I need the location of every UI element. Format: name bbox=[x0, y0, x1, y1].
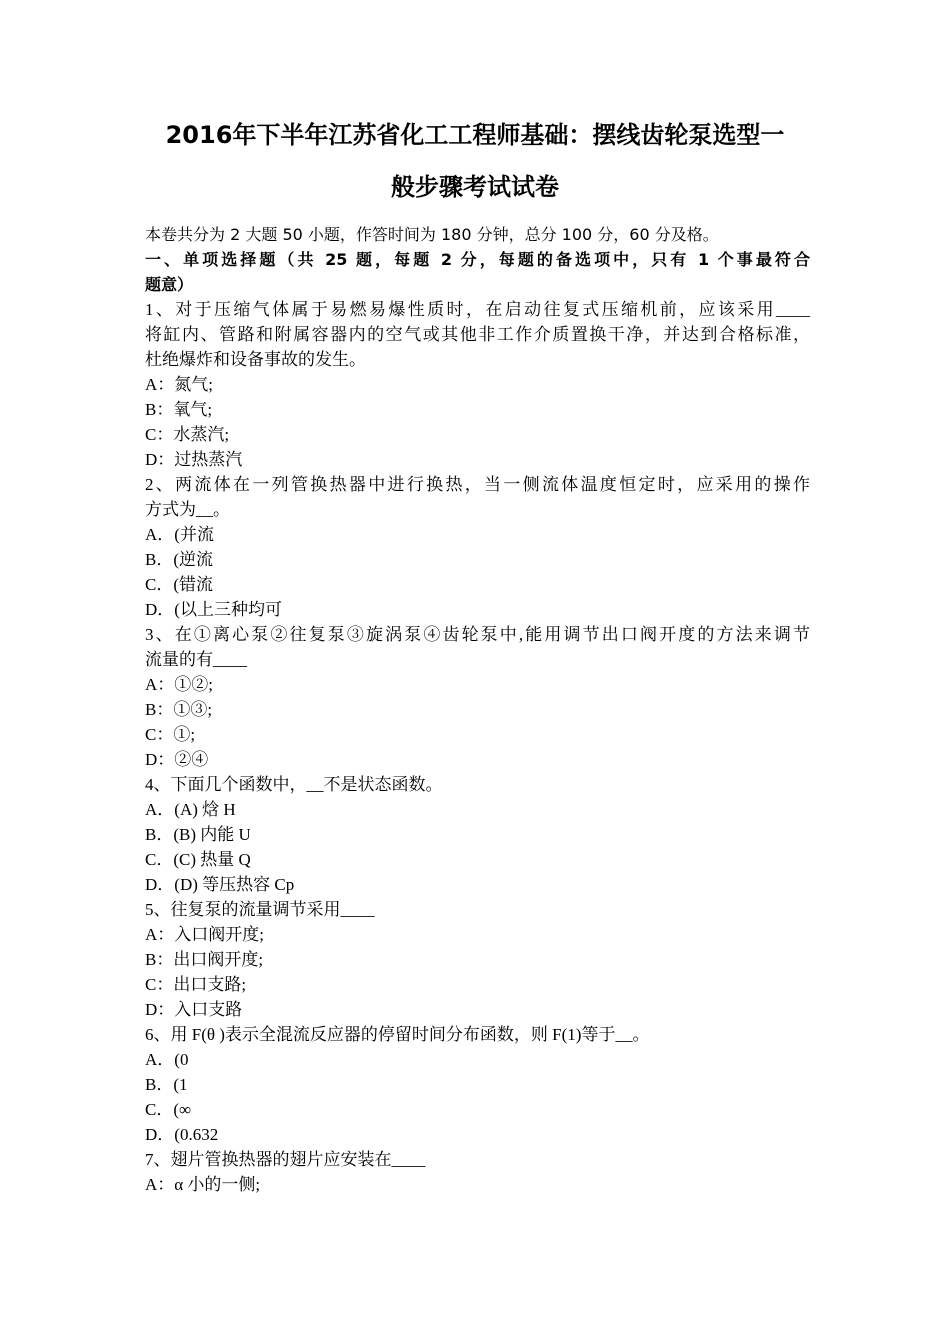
answer-option: D．(0.632 bbox=[145, 1125, 219, 1144]
question-text-line: 7、翅片管换热器的翅片应安装在____ bbox=[145, 1150, 426, 1169]
question-text-line: 杜绝爆炸和设备事故的发生。 bbox=[145, 350, 366, 369]
answer-option: D：②④ bbox=[145, 750, 209, 769]
question-7 bbox=[145, 1147, 810, 1197]
answer-option: B：氧气; bbox=[145, 400, 213, 419]
answer-option: B．(逆流 bbox=[145, 550, 213, 569]
question-text-line: 方式为__。 bbox=[145, 500, 230, 519]
answer-option: A．(0 bbox=[145, 1050, 189, 1069]
question-text-line: 1、对于压缩气体属于易燃易爆性质时，在启动往复式压缩机前，应该采用____ bbox=[145, 300, 810, 319]
question-text-line: 3、在①离心泵②往复泵③旋涡泵④齿轮泵中,能用调节出口阀开度的方法来调节 bbox=[145, 625, 810, 644]
section-heading-line-2: 题意） bbox=[145, 275, 194, 294]
question-text-line: 流量的有____ bbox=[145, 650, 247, 669]
answer-option: D．(D) 等压热容 Cp bbox=[145, 875, 295, 894]
document-title-line-2: 般步骤考试试卷 bbox=[391, 173, 559, 201]
answer-option: D：入口支路 bbox=[145, 1000, 243, 1019]
answer-option: A：①②; bbox=[145, 675, 213, 694]
question-3 bbox=[145, 622, 810, 772]
question-text-line: 5、往复泵的流量调节采用____ bbox=[145, 900, 375, 919]
document-body bbox=[145, 222, 810, 1197]
answer-option: C：水蒸汽; bbox=[145, 425, 230, 444]
question-text-line: 2、两流体在一列管换热器中进行换热，当一侧流体温度恒定时，应采用的操作 bbox=[145, 475, 810, 494]
question-1 bbox=[145, 297, 810, 472]
answer-option: B：出口阀开度; bbox=[145, 950, 264, 969]
answer-option: A．(A) 焓 H bbox=[145, 800, 236, 819]
answer-option: D：过热蒸汽 bbox=[145, 450, 243, 469]
answer-option: A：入口阀开度; bbox=[145, 925, 264, 944]
answer-option: C．(错流 bbox=[145, 575, 213, 594]
answer-option: C：①; bbox=[145, 725, 196, 744]
question-5 bbox=[145, 897, 810, 1022]
question-text-line: 4、下面几个函数中，__不是状态函数。 bbox=[145, 775, 443, 794]
question-4 bbox=[145, 772, 810, 897]
section-heading-line-1: 一、单项选择题（共 25 题，每题 2 分，每题的备选项中，只有 1 个事最符合 bbox=[145, 250, 810, 269]
question-text-line: 6、用 F(θ )表示全混流反应器的停留时间分布函数，则 F(1)等于__。 bbox=[145, 1025, 650, 1044]
answer-option: A．(并流 bbox=[145, 525, 214, 544]
answer-option: A：α 小的一侧; bbox=[145, 1175, 261, 1194]
exam-instructions: 本卷共分为 2 大题 50 小题，作答时间为 180 分钟，总分 100 分，60 分及格。 bbox=[145, 225, 719, 244]
answer-option: B．(1 bbox=[145, 1075, 188, 1094]
question-6 bbox=[145, 1022, 810, 1147]
answer-option: C：出口支路; bbox=[145, 975, 247, 994]
question-2 bbox=[145, 472, 810, 622]
answer-option: B．(B) 内能 U bbox=[145, 825, 251, 844]
document-title-line-1: 2016年下半年江苏省化工工程师基础：摆线齿轮泵选型一 bbox=[165, 121, 785, 149]
answer-option: D．(以上三种均可 bbox=[145, 600, 282, 619]
answer-option: C．(C) 热量 Q bbox=[145, 850, 251, 869]
question-text-line: 将缸内、管路和附属容器内的空气或其他非工作介质置换干净，并达到合格标准， bbox=[145, 325, 810, 344]
answer-option: B：①③; bbox=[145, 700, 213, 719]
answer-option: C．(∞ bbox=[145, 1100, 192, 1119]
answer-option: A：氮气; bbox=[145, 375, 213, 394]
